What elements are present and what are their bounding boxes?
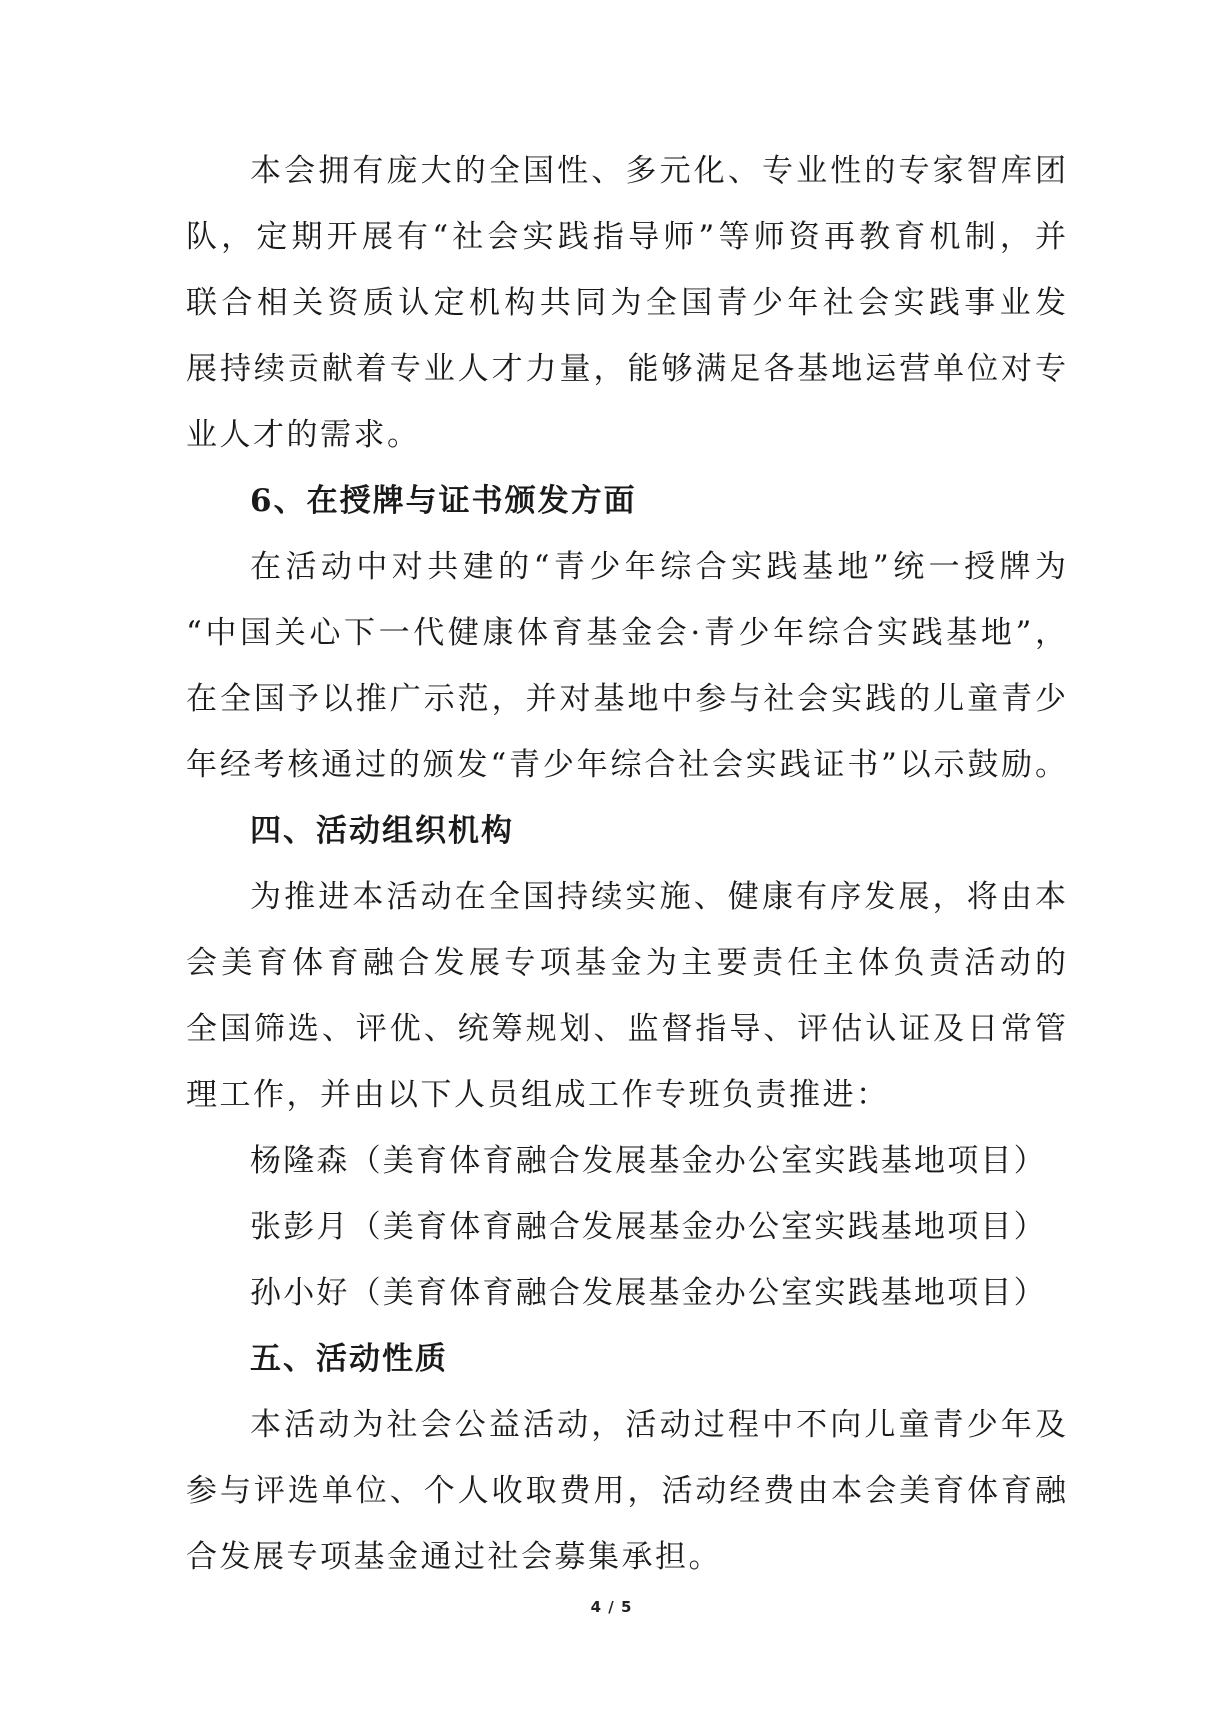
text-line: 队，定期开展有“社会实践指导师”等师资再教育机制，并 (186, 219, 1066, 255)
text-line: 合发展专项基金通过社会募集承担。 (186, 1539, 722, 1575)
section-heading: 五、活动性质 (250, 1341, 448, 1377)
paragraph-plaque-certificate (186, 534, 1066, 798)
text-line: 在全国予以推广示范，并对基地中参与社会实践的儿童青少 (186, 681, 1066, 717)
member-item: 孙小好（美育体育融合发展基金办公室实践基地项目） (250, 1275, 1047, 1311)
text-line: 在活动中对共建的“青少年综合实践基地”统一授牌为 (250, 549, 1066, 585)
text-line: 本会拥有庞大的全国性、多元化、专业性的专家智库团 (250, 153, 1066, 189)
text-line: 为推进本活动在全国持续实施、健康有序发展，将由本 (250, 879, 1066, 915)
text-line: 联合相关资质认定机构共同为全国青少年社会实践事业发 (186, 285, 1066, 321)
member-item: 杨隆森（美育体育融合发展基金办公室实践基地项目） (250, 1143, 1047, 1179)
member-list (186, 1128, 1066, 1326)
section-heading: 四、活动组织机构 (250, 813, 514, 849)
page-number: 4 / 5 (590, 1598, 633, 1616)
text-line: 理工作，并由以下人员组成工作专班负责推进： (186, 1077, 890, 1113)
text-line: 年经考核通过的颁发“青少年综合社会实践证书”以示鼓励。 (186, 747, 1066, 783)
section-heading: 6、在授牌与证书颁发方面 (250, 483, 637, 519)
text-line: “中国关心下一代健康体育基金会·青少年综合实践基地”， (186, 615, 1066, 651)
text-line: 业人才的需求。 (186, 417, 421, 453)
text-line: 展持续贡献着专业人才力量，能够满足各基地运营单位对专 (186, 351, 1066, 387)
member-item: 张彭月（美育体育融合发展基金办公室实践基地项目） (250, 1209, 1047, 1245)
paragraph-organization (186, 864, 1066, 1128)
text-line: 参与评选单位、个人收取费用，活动经费由本会美育体育融 (186, 1473, 1066, 1509)
paragraph-activity-nature (186, 1392, 1066, 1590)
text-line: 全国筛选、评优、统筹规划、监督指导、评估认证及日常管 (186, 1011, 1066, 1047)
document-body (186, 138, 1066, 1590)
text-line: 会美育体育融合发展专项基金为主要责任主体负责活动的 (186, 945, 1066, 981)
text-line: 本活动为社会公益活动，活动过程中不向儿童青少年及 (250, 1407, 1066, 1443)
paragraph-expert-team (186, 138, 1066, 468)
